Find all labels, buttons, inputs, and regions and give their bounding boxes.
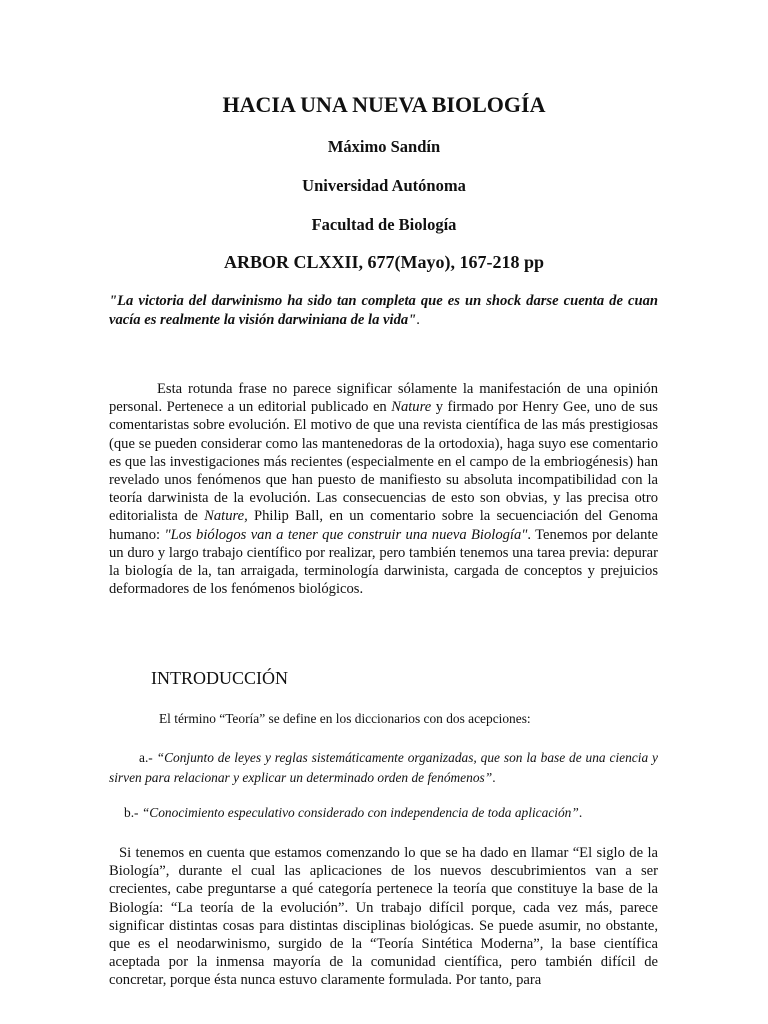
p1-quote: "Los biólogos van a tener que construir una nueva Biología" <box>164 526 528 543</box>
def-a-text: “Conjunto de leyes y reglas sistemáticamente organizadas, que son la base de una ciencia y sirven para relacionar y explicar un determinado orden de fenómenos” <box>109 750 658 785</box>
epigraph-end: . <box>416 312 420 328</box>
paragraph-2: Si tenemos en cuenta que estamos comenzando lo que se ha dado en llamar “El siglo de la Biología”, durante el cual las aplicaciones de los nuevos descubrimientos van a ser crecientes, cabe preguntarse a qué categoría pertenece la teoría que constituye la base de la Biología: “La teoría de la evolución”. Un trabajo difícil porque, cada vez más, parece significar distintas cosas para distintas disciplinas biológicas. Se puede asumir, no obstante, que es el neodarwinismo, surgido de la “Teoría Sintética Moderna”, la base científica aceptada por la inmensa mayoría de la comunidad científica, pero también difícil de concretar, porque ésta nunca estuvo claramente formulada. Por tanto, para <box>109 845 658 989</box>
citation: ARBOR CLXXII, 677(Mayo), 167-218 pp <box>223 252 544 272</box>
university-name: Universidad Autónoma <box>302 176 466 195</box>
definition-intro: El término “Teoría” se define en los diccionarios con dos acepciones: <box>159 711 531 726</box>
paragraph-1 <box>109 380 658 598</box>
author-name: Máximo Sandín <box>327 137 441 156</box>
p1-part4: . Tenemos por delante un duro y largo trabajo científico por realizar, pero también tenemos una tarea previa: depurar la biología de la, tan arraigada, terminología darwinista, cargada de conceptos y prejuicios deformadores de los fenómenos biológicos. <box>109 526 658 598</box>
def-b-label: b.- <box>124 805 142 820</box>
p1-nature-1: Nature <box>391 399 432 416</box>
p1-part2: y firmado por Henry Gee, uno de sus comentaristas sobre evolución. El motivo de que una revista científica de las más prestigiosas (que se pueden considerar como las mantenedoras de la ortodoxia), haga suyo ese comentario es que las investigaciones más recientes (especialmente en el campo de la embriogénesis) han revelado unos fenómenos que han puesto de manifiesto su absoluta incompatibilidad con la teoría darwinista de la evolución. Las consecuencias de esto son obvias, y las precisa otro editorialista de <box>109 399 658 525</box>
def-a-label: a.- <box>139 750 157 765</box>
p1-part3: Philip Ball, en un comentario sobre la secuenciación del Genoma humano: <box>109 508 659 543</box>
def-b-end: . <box>578 805 583 820</box>
def-a-end: . <box>492 770 496 785</box>
p1-nature-2: Nature, <box>204 508 248 525</box>
section-heading: INTRODUCCIÓN <box>151 668 288 688</box>
p1-part1: Esta rotunda frase no parece significar sólamente la manifestación de una opinión personal. Pertenece a un editorial publicado en <box>109 381 658 416</box>
document-title: HACIA UNA NUEVA BIOLOGÍA <box>222 92 546 117</box>
faculty-name: Facultad de Biología <box>311 215 457 234</box>
epigraph-text: "La victoria del darwinismo ha sido tan completa que es un shock darse cuenta de cuan vacía es realmente la visión darwiniana de la vida" <box>109 293 658 328</box>
definition-b <box>109 803 658 823</box>
definition-a <box>109 748 658 788</box>
epigraph <box>109 292 658 330</box>
def-b-text: “Conocimiento especulativo considerado con independencia de toda aplicación” <box>141 805 579 820</box>
